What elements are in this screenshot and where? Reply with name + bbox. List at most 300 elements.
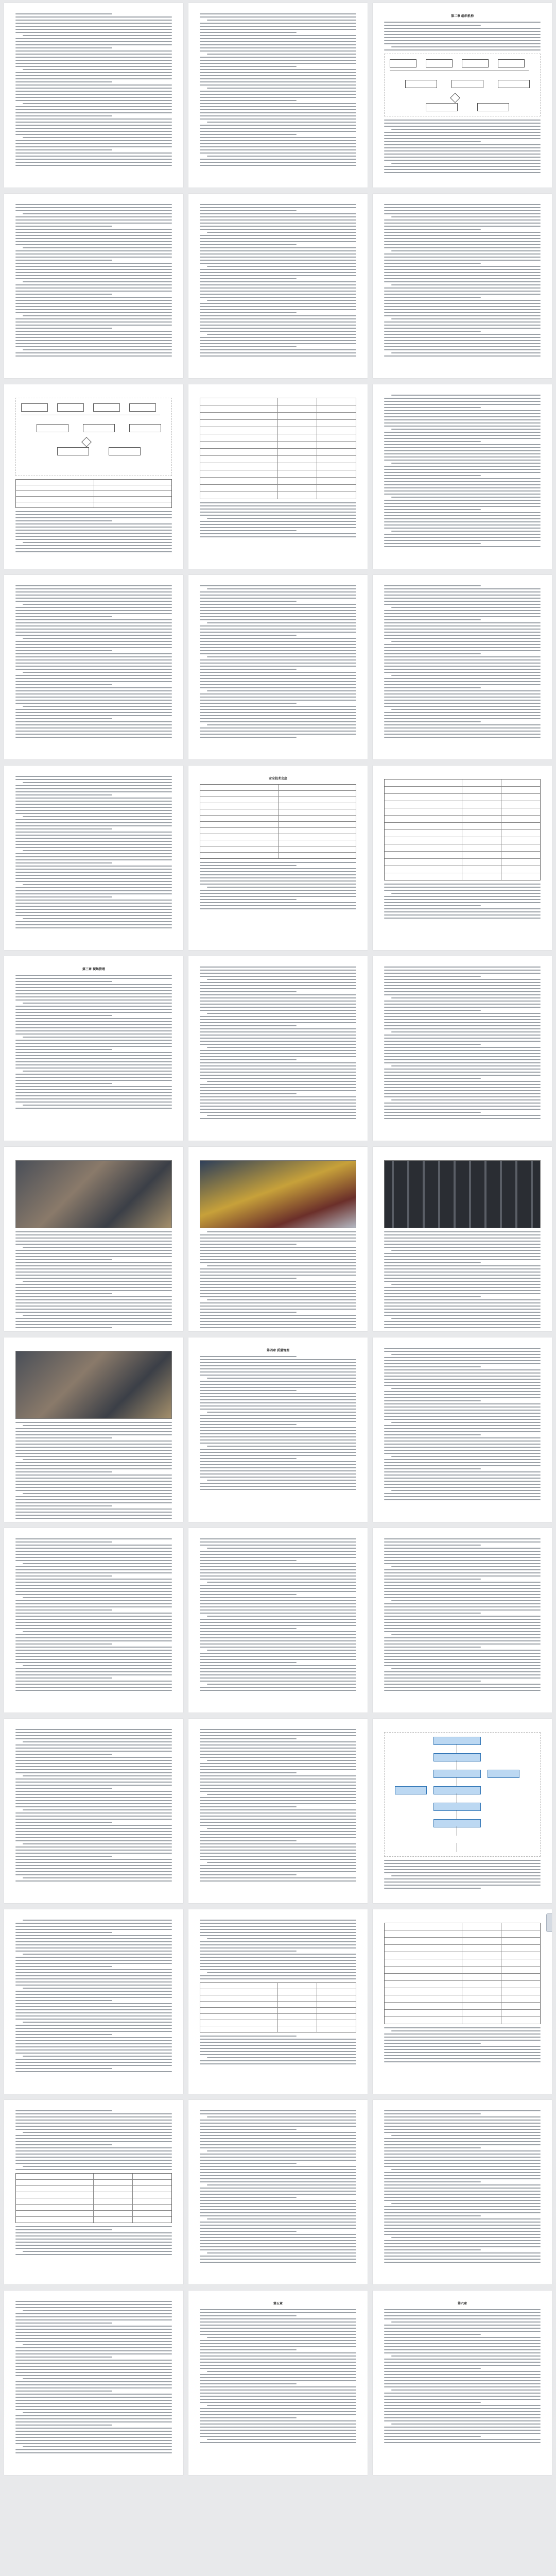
text-line (200, 134, 297, 135)
text-line (15, 1018, 172, 1019)
table (15, 479, 172, 508)
text-line (391, 1318, 541, 1319)
text-line (391, 250, 541, 251)
document-page[interactable] (188, 1528, 368, 1713)
text-line (15, 128, 172, 129)
document-page[interactable] (188, 1909, 368, 2094)
table-cell (385, 837, 462, 844)
text-line (15, 1735, 172, 1736)
text-line (15, 94, 172, 95)
text-line (200, 238, 356, 239)
text-line (200, 1944, 356, 1945)
text-line (200, 1809, 356, 1810)
document-page[interactable] (188, 956, 368, 1141)
text-line (384, 2228, 541, 2229)
table-cell (200, 840, 279, 846)
table-cell (278, 2008, 317, 2013)
text-line (200, 1966, 356, 1967)
text-line (15, 912, 172, 913)
table-cell (279, 816, 356, 821)
text-line (15, 1850, 172, 1851)
text-line (384, 1069, 541, 1070)
text-line (384, 1440, 541, 1442)
text-line (200, 2262, 356, 2263)
text-line (384, 1575, 541, 1577)
text-line (384, 1640, 541, 1641)
table-cell (501, 808, 540, 815)
text-line (15, 1083, 112, 1084)
text-line (15, 1681, 172, 1682)
text-line (384, 1684, 541, 1685)
text-line (200, 1053, 356, 1054)
text-line (15, 878, 172, 879)
document-page[interactable] (4, 575, 183, 759)
text-line (200, 607, 356, 608)
text-line (200, 1062, 356, 1063)
document-page[interactable] (4, 1337, 183, 1522)
table-row (385, 2003, 540, 2010)
text-line (15, 355, 172, 357)
text-line (15, 1306, 172, 1307)
text-line (200, 1439, 356, 1440)
text-line (384, 1038, 541, 1039)
text-line (200, 902, 356, 903)
document-page[interactable] (188, 2291, 368, 2475)
text-line (200, 143, 356, 144)
text-line (15, 981, 112, 982)
document-page[interactable] (4, 956, 183, 1141)
text-line (15, 253, 172, 255)
table-cell (200, 797, 279, 803)
flow-box (426, 103, 458, 111)
text-line (384, 908, 541, 909)
text-line (23, 2412, 172, 2413)
text-line (15, 2123, 172, 2124)
text-line (15, 1021, 172, 1022)
text-line (384, 632, 541, 633)
text-line (391, 2321, 541, 2323)
text-line (200, 1268, 356, 1269)
text-line (200, 1461, 356, 1462)
text-line (384, 1028, 541, 1029)
document-page[interactable] (373, 384, 552, 569)
text-line (384, 120, 541, 121)
text-line (15, 1778, 172, 1780)
text-line (15, 241, 172, 242)
text-line (200, 1588, 356, 1589)
document-page[interactable] (188, 194, 368, 378)
text-line (391, 1250, 541, 1251)
page-content (15, 1348, 172, 1515)
text-line (15, 1760, 172, 1761)
document-page[interactable] (373, 1147, 552, 1331)
text-line (15, 1058, 172, 1059)
text-line (15, 832, 172, 833)
table-cell (385, 1938, 462, 1944)
text-line (384, 2433, 541, 2434)
text-line (200, 321, 356, 323)
text-line (384, 453, 541, 454)
text-line (15, 159, 172, 160)
text-line (15, 1275, 172, 1276)
flow-box (390, 59, 416, 67)
text-line (200, 2411, 356, 2412)
text-line (15, 1481, 172, 1482)
table-row (200, 398, 356, 405)
table-cell (278, 463, 317, 470)
text-line (384, 1471, 541, 1472)
text-line (384, 669, 541, 670)
table-cell (200, 478, 278, 484)
document-page[interactable] (188, 3, 368, 188)
document-page[interactable] (373, 1909, 552, 2094)
text-line (207, 54, 356, 55)
text-line (200, 1831, 356, 1832)
text-line (384, 1594, 541, 1595)
text-line (384, 331, 481, 332)
text-line (15, 2034, 112, 2035)
document-page[interactable] (373, 1337, 552, 1522)
text-line (15, 2046, 172, 2047)
text-line (384, 1447, 541, 1448)
text-line (200, 635, 297, 636)
text-line (200, 84, 356, 86)
table-cell (317, 470, 356, 477)
document-page[interactable] (373, 3, 552, 188)
text-line (15, 1538, 172, 1539)
table-row (385, 830, 540, 837)
text-line (200, 1112, 356, 1113)
table-cell (501, 1967, 540, 1973)
document-page[interactable] (373, 1528, 552, 1713)
document-page[interactable] (4, 2291, 183, 2475)
text-line (200, 1381, 356, 1382)
text-line (15, 232, 172, 233)
table-row (385, 1981, 540, 1988)
text-line (384, 469, 541, 470)
text-line (15, 1318, 172, 1319)
text-line (384, 1112, 481, 1113)
text-line (384, 1268, 541, 1269)
text-line (384, 2037, 541, 2038)
text-line (200, 159, 356, 160)
document-page[interactable] (188, 766, 368, 950)
document-page[interactable] (188, 1337, 368, 1522)
text-line (384, 616, 541, 617)
text-line (384, 2331, 541, 2332)
text-line (200, 706, 356, 707)
table-row (16, 491, 171, 497)
text-line (384, 144, 541, 145)
document-page[interactable] (4, 1147, 183, 1331)
text-line (15, 1788, 112, 1789)
text-line (384, 1563, 541, 1564)
document-page[interactable] (373, 2291, 552, 2475)
table-cell (317, 420, 356, 427)
text-line (15, 1600, 172, 1601)
text-line (200, 149, 356, 150)
text-line (384, 2328, 541, 2329)
text-line (200, 35, 356, 36)
text-line (15, 2304, 172, 2305)
text-line (384, 737, 541, 738)
table-cell (278, 434, 317, 441)
table-cell (94, 2180, 133, 2185)
text-line (15, 1231, 172, 1232)
text-line (200, 1656, 356, 1657)
text-line (15, 2157, 172, 2158)
text-line (384, 973, 541, 974)
text-line (15, 1238, 172, 1239)
text-line (15, 2113, 172, 2114)
text-line (384, 1265, 541, 1266)
table-cell (385, 852, 462, 858)
text-line (200, 1800, 356, 1801)
document-page[interactable] (188, 1719, 368, 1903)
text-line (384, 1860, 541, 1861)
table-cell (385, 779, 462, 786)
text-line (384, 2040, 541, 2041)
text-line (384, 444, 541, 445)
text-line (15, 1324, 172, 1325)
document-page[interactable] (188, 384, 368, 569)
text-line (384, 1247, 541, 1248)
text-line (15, 1994, 172, 1995)
page-heading: 第二章 组织机构 (450, 14, 474, 18)
document-page[interactable] (4, 194, 183, 378)
text-line (15, 517, 172, 518)
text-line (384, 703, 541, 704)
text-line (384, 1019, 541, 1020)
text-line (200, 1065, 356, 1066)
text-line (200, 527, 356, 528)
table-row (385, 794, 540, 801)
text-line (15, 1751, 172, 1752)
text-line (200, 505, 356, 506)
text-line (15, 1545, 172, 1546)
text-line (200, 1090, 356, 1091)
text-line (200, 146, 356, 147)
document-page[interactable] (373, 575, 552, 759)
text-line (384, 141, 481, 142)
document-page[interactable] (188, 575, 368, 759)
text-line (384, 2206, 541, 2207)
table-row (16, 2217, 171, 2223)
document-page[interactable] (188, 1147, 368, 1331)
table (200, 1982, 356, 2032)
text-line (15, 1278, 172, 1279)
text-line (15, 2242, 172, 2243)
text-line (384, 244, 541, 245)
text-line (384, 1290, 541, 1291)
text-line (207, 2337, 356, 2338)
text-line (200, 1603, 356, 1604)
table-row (200, 840, 356, 846)
text-line (384, 2052, 541, 2053)
text-line (200, 2036, 297, 2037)
page-content (15, 1729, 172, 1896)
text-line (15, 1030, 172, 1031)
text-line (15, 881, 172, 882)
text-line (15, 647, 172, 648)
page-content (200, 1920, 356, 2087)
document-page[interactable] (4, 1909, 183, 2094)
text-line (384, 911, 541, 912)
text-line (384, 1428, 541, 1429)
document-page[interactable] (188, 2100, 368, 2284)
text-line (200, 1729, 356, 1730)
flow-decision (81, 437, 92, 447)
text-line (15, 1619, 172, 1620)
text-line (384, 1287, 541, 1288)
text-line (384, 1431, 541, 1432)
text-line (391, 709, 541, 710)
text-line (384, 169, 541, 170)
text-line (15, 1923, 172, 1924)
text-line (384, 291, 541, 292)
document-page[interactable] (373, 194, 552, 378)
text-line (15, 1241, 172, 1242)
side-scroll-tab[interactable] (546, 1913, 552, 1932)
text-line (200, 1766, 356, 1767)
text-line (200, 2374, 356, 2375)
text-line (384, 1406, 541, 1408)
text-line (200, 50, 356, 52)
text-line (384, 706, 541, 707)
text-line (15, 632, 172, 633)
text-line (15, 1250, 172, 1251)
document-page[interactable] (4, 1719, 183, 1903)
text-line (15, 2169, 172, 2170)
text-line (200, 275, 356, 276)
table-row (16, 2211, 171, 2217)
document-page[interactable] (4, 1528, 183, 1713)
text-line (15, 2059, 172, 2060)
table-cell (462, 837, 501, 844)
text-line (200, 1449, 356, 1450)
text-line (200, 1078, 356, 1079)
table-cell (16, 2205, 94, 2210)
text-line (15, 2369, 172, 2370)
text-line (15, 1012, 172, 1013)
text-line (15, 1312, 172, 1313)
flow-box (395, 1786, 427, 1794)
text-line (200, 1327, 356, 1328)
table-row (385, 1974, 540, 1981)
text-line (384, 1444, 541, 1445)
text-line (384, 2427, 541, 2428)
text-line (200, 1402, 356, 1403)
document-page[interactable] (373, 956, 552, 1141)
text-line (384, 1056, 541, 1057)
text-line (23, 2132, 172, 2133)
text-line (15, 1874, 172, 1875)
text-line (200, 2215, 356, 2216)
text-line (15, 523, 172, 524)
table-cell (462, 830, 501, 837)
document-page[interactable] (373, 766, 552, 950)
text-line (384, 1416, 541, 1417)
text-line (207, 266, 356, 267)
text-line (200, 1954, 356, 1955)
text-line (15, 2440, 172, 2441)
text-line (15, 54, 172, 55)
text-line (15, 257, 172, 258)
text-line (384, 1293, 541, 1294)
text-line (384, 1013, 541, 1014)
text-line (384, 2215, 481, 2216)
text-line (200, 281, 356, 282)
text-line (15, 1997, 172, 1998)
document-page[interactable] (4, 2100, 183, 2284)
text-line (15, 2372, 172, 2373)
text-line (200, 865, 297, 866)
text-line (15, 1447, 172, 1448)
text-line (23, 706, 172, 707)
text-line (15, 2313, 172, 2314)
text-line (15, 1518, 172, 1519)
text-line (200, 613, 356, 614)
text-line (200, 165, 356, 166)
text-line (15, 1659, 172, 1660)
text-line (200, 659, 356, 660)
text-line (200, 2045, 356, 2046)
text-line (384, 1603, 541, 1604)
text-line (384, 275, 541, 276)
document-page[interactable] (4, 384, 183, 569)
text-line (207, 1480, 356, 1481)
text-line (200, 294, 356, 295)
text-line (200, 1819, 356, 1820)
table-cell (501, 2010, 540, 2016)
text-line (384, 135, 541, 136)
table-cell (200, 828, 279, 834)
text-line (23, 1105, 172, 1106)
text-line (23, 884, 172, 885)
text-line (384, 309, 541, 310)
document-page[interactable] (373, 2100, 552, 2284)
page-content (384, 1920, 541, 2087)
text-line (15, 149, 112, 150)
text-line (384, 1588, 541, 1589)
text-line (200, 260, 356, 261)
text-line (384, 1299, 541, 1300)
text-line (15, 669, 172, 670)
text-line (391, 893, 541, 894)
text-line (15, 1077, 172, 1078)
document-page[interactable] (4, 3, 183, 188)
text-line (391, 1065, 541, 1066)
text-line (15, 585, 172, 586)
text-line (200, 1778, 356, 1780)
text-line (384, 28, 541, 29)
text-line (384, 126, 541, 127)
table-cell (462, 1988, 501, 1995)
document-page[interactable] (4, 766, 183, 950)
table-row (385, 1923, 540, 1930)
text-line (384, 1072, 541, 1073)
text-line (200, 284, 356, 285)
table-cell (317, 1989, 356, 1995)
text-line (207, 2057, 356, 2058)
document-page[interactable] (373, 1719, 552, 1903)
text-line (15, 2431, 172, 2432)
table-cell (278, 470, 317, 477)
text-line (15, 2323, 112, 2324)
text-line (200, 2175, 356, 2176)
text-line (207, 1938, 356, 1939)
text-line (200, 1025, 297, 1026)
